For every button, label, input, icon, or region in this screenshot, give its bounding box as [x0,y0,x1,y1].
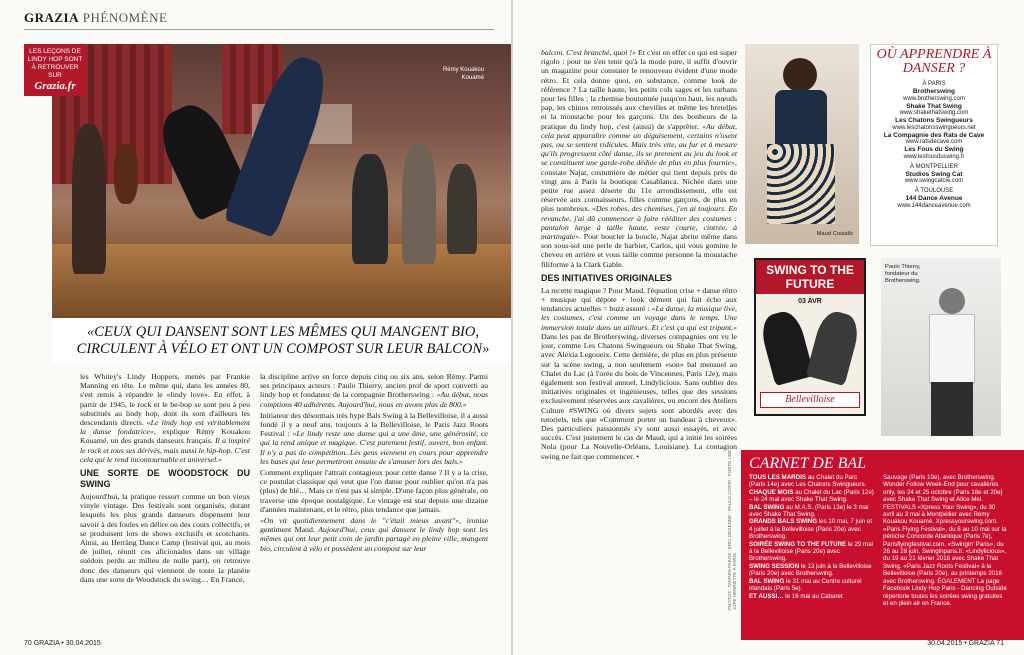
entry-text: le 16 mai au Cabaret [783,592,843,600]
maud-caption: Maud Cosialls [816,231,853,237]
paragraph: , ironise gentiment Maud. [260,516,488,535]
paragraph: Dans les pas de Brotherswing, diverses compagnies ont vu le jour, comme Les Chatons Swingueurs ou Shake That Swing, avec Alexia Legoueix. Cette dernière, de plus en plus présente sur la scène swing, a non seulement «son» bal mensuel au Chalet du Lac (à l'orée du bois de Vincennes, Paris 12e), mais également son festival annuel, Lindylicious. Sans oublier des initiatives originales et ingénieuses, telles que des sessions exclusivement réservées aux cavalières, ou encore des Ateliers Culture #SWING où divers sujets sont abordés avec des tutoriels, tels que «Comment porter un bandeau à cheveux». Des particuliers passionnés s'y sont aussi essayés, et avec succès. C'est justement le cas de Maud, qui a initié les soirées Nola (pour La Nouvelle-Orléans, Louisiane). La contagion swing ne fait que commencer. • [541,331,737,461]
paragraph: , explique Rémy Kouakou Kouamé, un des grands danseurs français. [80,427,250,446]
article-column-1 [80,372,250,644]
paragraph: Et c'est en effet ce qui est super rigolo : pour ne s'en tenir qu'à la mode pure, il suffit d'ouvrir un magazine pour constater le renouveau évident d'une mode rétro. Et cela donne quoi, en substance, comme look de référence ? La taille haute, les petits cols sages et les turbans pour les filles ; la chemise boutonnée jusqu'en haut, les nœuds pap, les chinos retroussés aux chevilles et même les bretelles et la moustache pour les garçons. Un des bonheurs de la pratique du lindy hop, c'est (aussi) de s'apprêter. [541,48,737,131]
quote: «Le lindy reste une danse qui a une âme, une générosité, ce qui la rend unique et magique. C'est purement festif, ouvert, bon enfant. Il n'y a pas de compétition. Les gens viennent en cours pour apprendre les bases qui leur permettront ensuite de s'amuser lors des bals.» [260,429,488,466]
portrait-skirt [767,144,835,224]
subheading: DES INITIATIVES ORIGINALES [541,272,672,283]
paragraph: Initiateur des désormais très hype Bals Swing à la Bellevilloise, il a aussi fondé il y a neuf ans, toujours à la Bellevilloise, le Paris Jazz Roots Festival : [260,410,488,439]
poster-venue: Bellevilloise [760,392,860,408]
paulo-caption: Paulo Thierry, fondateur du Brotherswing. [885,264,921,284]
paragraph: , constate Najat, costumière de métier qui tient depuis près de vingt ans à Paris la boutique Casablanca. Nichée dans une petite rue assez déserte du 11e arrondissement, elle est réservée aux connaisseurs, filles comme garçons, de plus en plus nombreux. [541,158,737,214]
sidebar-name: Studios Swing Cat [905,170,963,178]
entry-text: au Chalet du Lac (Paris 12e) – le 24 mai avec Shake That Swing. [749,488,874,504]
entry-text: les 10 mai, 7 juin et 4 juillet à la Bellevilloise (Paris 20e) avec Brotherswing. [749,518,873,541]
quote: «Au début, nous comptions 40 adhérents. Aujourd'hui, nous en avons plus de 800.» [260,390,488,409]
entry-label: TOUS LES MARDIS [749,474,806,481]
where-to-dance-box [870,44,998,246]
quote: «Des robes, des chemises, j'en ai toujours. En revanche, j'ai dû commencer à faire rééditer des costumes : pantalon large à taille haute, veste courte, cintrée, à martingale» [541,204,737,242]
sidebar-entry [874,103,994,118]
sidebar-url[interactable]: www.144danceavenue.com [897,202,971,209]
left-page [0,0,511,655]
sidebar-city: À MONTPELLIER [909,163,958,170]
portrait-head [783,58,817,92]
sidebar-name: La Compagnie des Rats de Cave [883,131,985,139]
sidebar-entry [874,146,994,161]
sidebar-url[interactable]: www.swingcatcie.com [904,178,964,184]
spectator-figure [447,164,477,254]
dance-photo [52,44,514,330]
sidebar-entry [874,187,994,210]
carnet-entry [749,541,874,563]
entry-label: BAL SWING [749,577,785,585]
spectator-figure [352,154,388,264]
section-name: PHÉNOMÈNE [82,10,168,25]
entry-label: SOIRÉE SWING TO THE FUTURE [749,540,847,548]
carnet-de-bal-box [741,450,1024,640]
promo-brand: Grazia.fr [34,80,76,92]
paragraph: Comment expliquer l'attrait contagieux pour cette danse ? Il y a la crise, ce postulat classique qui veut que l'on danse pour oublier qu'on n'a pas (plus) de blé… Mais ce n'est pas si simple. D'une façon plus générale, on traverse une époque nostalgique. Le vintage est star depuis une dizaine d'années maintenant, et le rétro, plus tendance que jamais. [260,468,488,514]
entry-text: le 13 juin à la Bellevilloise (Paris 20e) avec Brotherswing. [749,562,872,578]
pull-quote: «CEUX QUI DANSENT SONT LES MÊMES QUI MANGENT BIO, CIRCULENT À VÉLO ET ONT UN COMPOST SUR LEUR BALCON» [52,318,514,364]
photo-credits: PHOTOS : TAMARA PAKOS ; ERIC DEGENNE ; PAULO COSTA ; PORTE UNE JUPE HENRIETTE À PARIS [727,450,737,610]
header-rule [24,29,494,30]
quote: «Le lindy hop est véritablement la danse fondatrice» [80,418,250,437]
sidebar-url[interactable]: www.leschatonsswingueurs.net [892,124,976,131]
paulo-thierry-photo [881,258,1001,436]
carnet-entry [749,578,874,593]
entry-label: BAL SWING [749,503,785,511]
sidebar-url[interactable]: www.ratsdecave.com [905,139,963,145]
maud-photo [745,44,859,244]
sidebar-name: 144 Dance Avenue [905,195,963,202]
portrait-head [939,288,965,314]
poster-title: SWING TO THE FUTURE [756,260,864,294]
carnet-title: CARNET DE BAL [749,455,867,472]
right-page [513,0,1024,655]
sidebar-name: Les Chatons Swingueurs [895,117,973,124]
paragraph: La recette magique ? Pour Maud, l'équation crise + danse rétro + musique qui dépote + look dément qui fait écho aux tendances actuelles = buzz assuré : [541,285,737,314]
quote: «On vit quotidiennement dans le "c'était mieux avant"» [260,516,460,526]
carnet-entry [749,504,874,519]
paragraph: les Whitey's Lindy Hoppers, menés par Frankie Manning en tête. Le même qui, dans les années 80, s'est remis à répandre le «lindy love». En effet, à partir de 1945, le rock et le be-bop se sont peu à peu substitués au lindy hop, dont ils sont d'ailleurs les descendants directs. [80,372,250,428]
entry-text: le 29 mai à la Bellevilloise (Paris 20e) avec Brotherswing. [749,540,874,563]
sidebar-entry [874,163,994,186]
portrait-trousers [931,382,973,436]
magazine-brand: GRAZIA [24,10,80,25]
spectator-figure [402,144,436,264]
entry-text: le 31 mai au Centre culturel irlandais (Paris 5e). [749,577,862,593]
swing-to-the-future-poster [754,258,866,416]
portrait-top [775,90,827,150]
sidebar-entry [874,117,994,132]
subheading: UNE SORTE DE WOODSTOCK DU SWING [80,468,250,490]
portrait-shirt [929,314,975,384]
entry-text: au M.A.S. (Paris 13e) le 3 mai avec Shake That Swing. [749,503,869,519]
sidebar-name: Les Fous du Swing [904,146,964,153]
sidebar-city: À TOULOUSE [914,188,954,194]
carnet-entry [749,474,874,489]
carnet-entry [749,518,874,540]
article-column-3 [541,48,737,644]
page-folio-left: 70 GRAZIA • 30.04.2015 [24,640,101,647]
sidebar-url[interactable]: www.shakethatswing.com [899,110,969,116]
grazia-promo-badge[interactable] [24,44,86,96]
sidebar-entry [874,80,994,103]
article-column-2 [260,372,488,644]
photo-credit: Rémy Kouakou Kouamé [442,67,484,81]
carnet-entry [749,593,874,600]
quote: «La danse, la musique live, les costumes, c'est comme un voyage dans le temps. Une immersion totale dans un ailleurs. Et c'est ça qui est tripant.» [541,304,737,332]
carnet-column-1 [749,474,874,600]
quote: balcon. C'est branché, quoi !» [541,48,636,57]
page-folio-right: 30.04.2015 • GRAZIA 71 [927,640,1004,647]
entry-label: ET AUSSI… [749,592,784,600]
poster-dancer [806,308,863,386]
quote: «Au début, cela peut apparaître comme un déguisement, certains n'osent pas, ou se sentent ridicules. Mais très vite, au fur et à mesure qu'ils progressent côté danse, ils se prennent au jeu du look et se constituent une garde-robe dédiée de plus en plus fournie» [541,121,737,168]
quote: Aujourd'hui, ceux qui dansent le lindy hop sont les mêmes qui ont leur petit coin de jardin partagé en pleine ville, mangent bio, circulent à vélo et possèdent un compost sur leur [260,525,488,553]
sidebar-name: Shake That Swing [906,102,962,110]
carnet-entry [749,489,874,504]
bystander-figure [72,124,106,274]
sidebar-entry [874,132,994,147]
carnet-column-2: Sauvage (Paris 19e), avec Brotherswing. Wonder Follow Week-End pour cavalières only, les 24 et 25 octobre (Paris 18e et 20e) avec Shake That Swing et Alice Mei. FESTIVALS «Xpress Your Swing», du 30 avril au 3 mai à Montpellier avec Rémy Kouakou Kouamé, Xpressyourswing.com. «Paris Flying Festival», du 8 au 10 mai sur la péniche Concorde Atlantique (Paris 7e), Parisflyingfestival.com. «Swingin' Paris», du 26 au 28 juin, Swinginparis.fr. «Lindylicious», du 19 au 21 février 2016 avec Shake That Swing. «Paris Jazz Roots Festival» à la Bellevilloise (Paris 20e), au printemps 2016 avec Brotherswing. ÉGALEMENT La page Facebook Lindy Hop Paris - Dancing Outside répertorie toutes les soirées swing gratuites et en plein air en France. [883,474,1007,607]
paragraph: . Pour boucler la boucle, Najat abrite même dans son sous-sol une perle de barbier, Carlos, qui vous gomine le cheveu en arrière et vous taille comme personne la moustache filiforme à la Clark Gable. [541,232,737,269]
sidebar-city: À PARIS [922,81,946,87]
entry-text: au Chalet du Parc (Paris 14e) avec Les Chatons Swingueurs. [749,474,867,489]
quote: Il a inspiré le rock et tous ses dérivés, mais aussi le hip-hop. C'est cela qui le rend incontournable et universel.» [80,436,250,464]
sidebar-url[interactable]: www.brotherswing.com [903,95,965,102]
sidebar-url[interactable]: www.lesfousduswing.fr [903,153,965,160]
carnet-entry [749,563,874,578]
sidebar-name: Brotherswing [913,88,955,95]
poster-dancer [758,308,815,386]
entry-label: CHAQUE MOIS [749,488,794,496]
double-bass [114,144,138,204]
promo-text: LES LEÇONS DE LINDY HOP SONT À RETROUVER SUR [27,48,83,79]
section-header [24,10,167,26]
entry-label: SWING SESSION [749,562,800,570]
paragraph: la discipline arrive en force depuis cinq ou six ans, selon Rémy. Parmi ses principaux acteurs : Paulo Thierry, ancien prof de sport converti au lindy hop et fondateur de la compagnie Brotherswing : [260,372,488,400]
sidebar-title: OÙ APPRENDRE À DANSER ? [876,47,992,76]
poster-dates: 03 AVR [798,298,822,305]
paragraph: Aujourd'hui, la pratique ressort comme un bon vieux vinyle vintage. Des festivals sont organisés, durant lesquels les plus grands danseurs dispensent leur savoir à des foules en délire ou des cours collectifs, et se produisent lors de shows exclusifs et scotchants. Ainsi, au Herräng Dance Camp (festival qui, au mois de juillet, réunit ces aficionados dans un village suédois perdu au milieu de nulle part), on retrouve donc des danseurs qui viennent de toute la planète dans une sorte de Woodstock du swing… En France, [80,492,250,584]
entry-label: GRANDS BALS SWING [749,518,818,526]
